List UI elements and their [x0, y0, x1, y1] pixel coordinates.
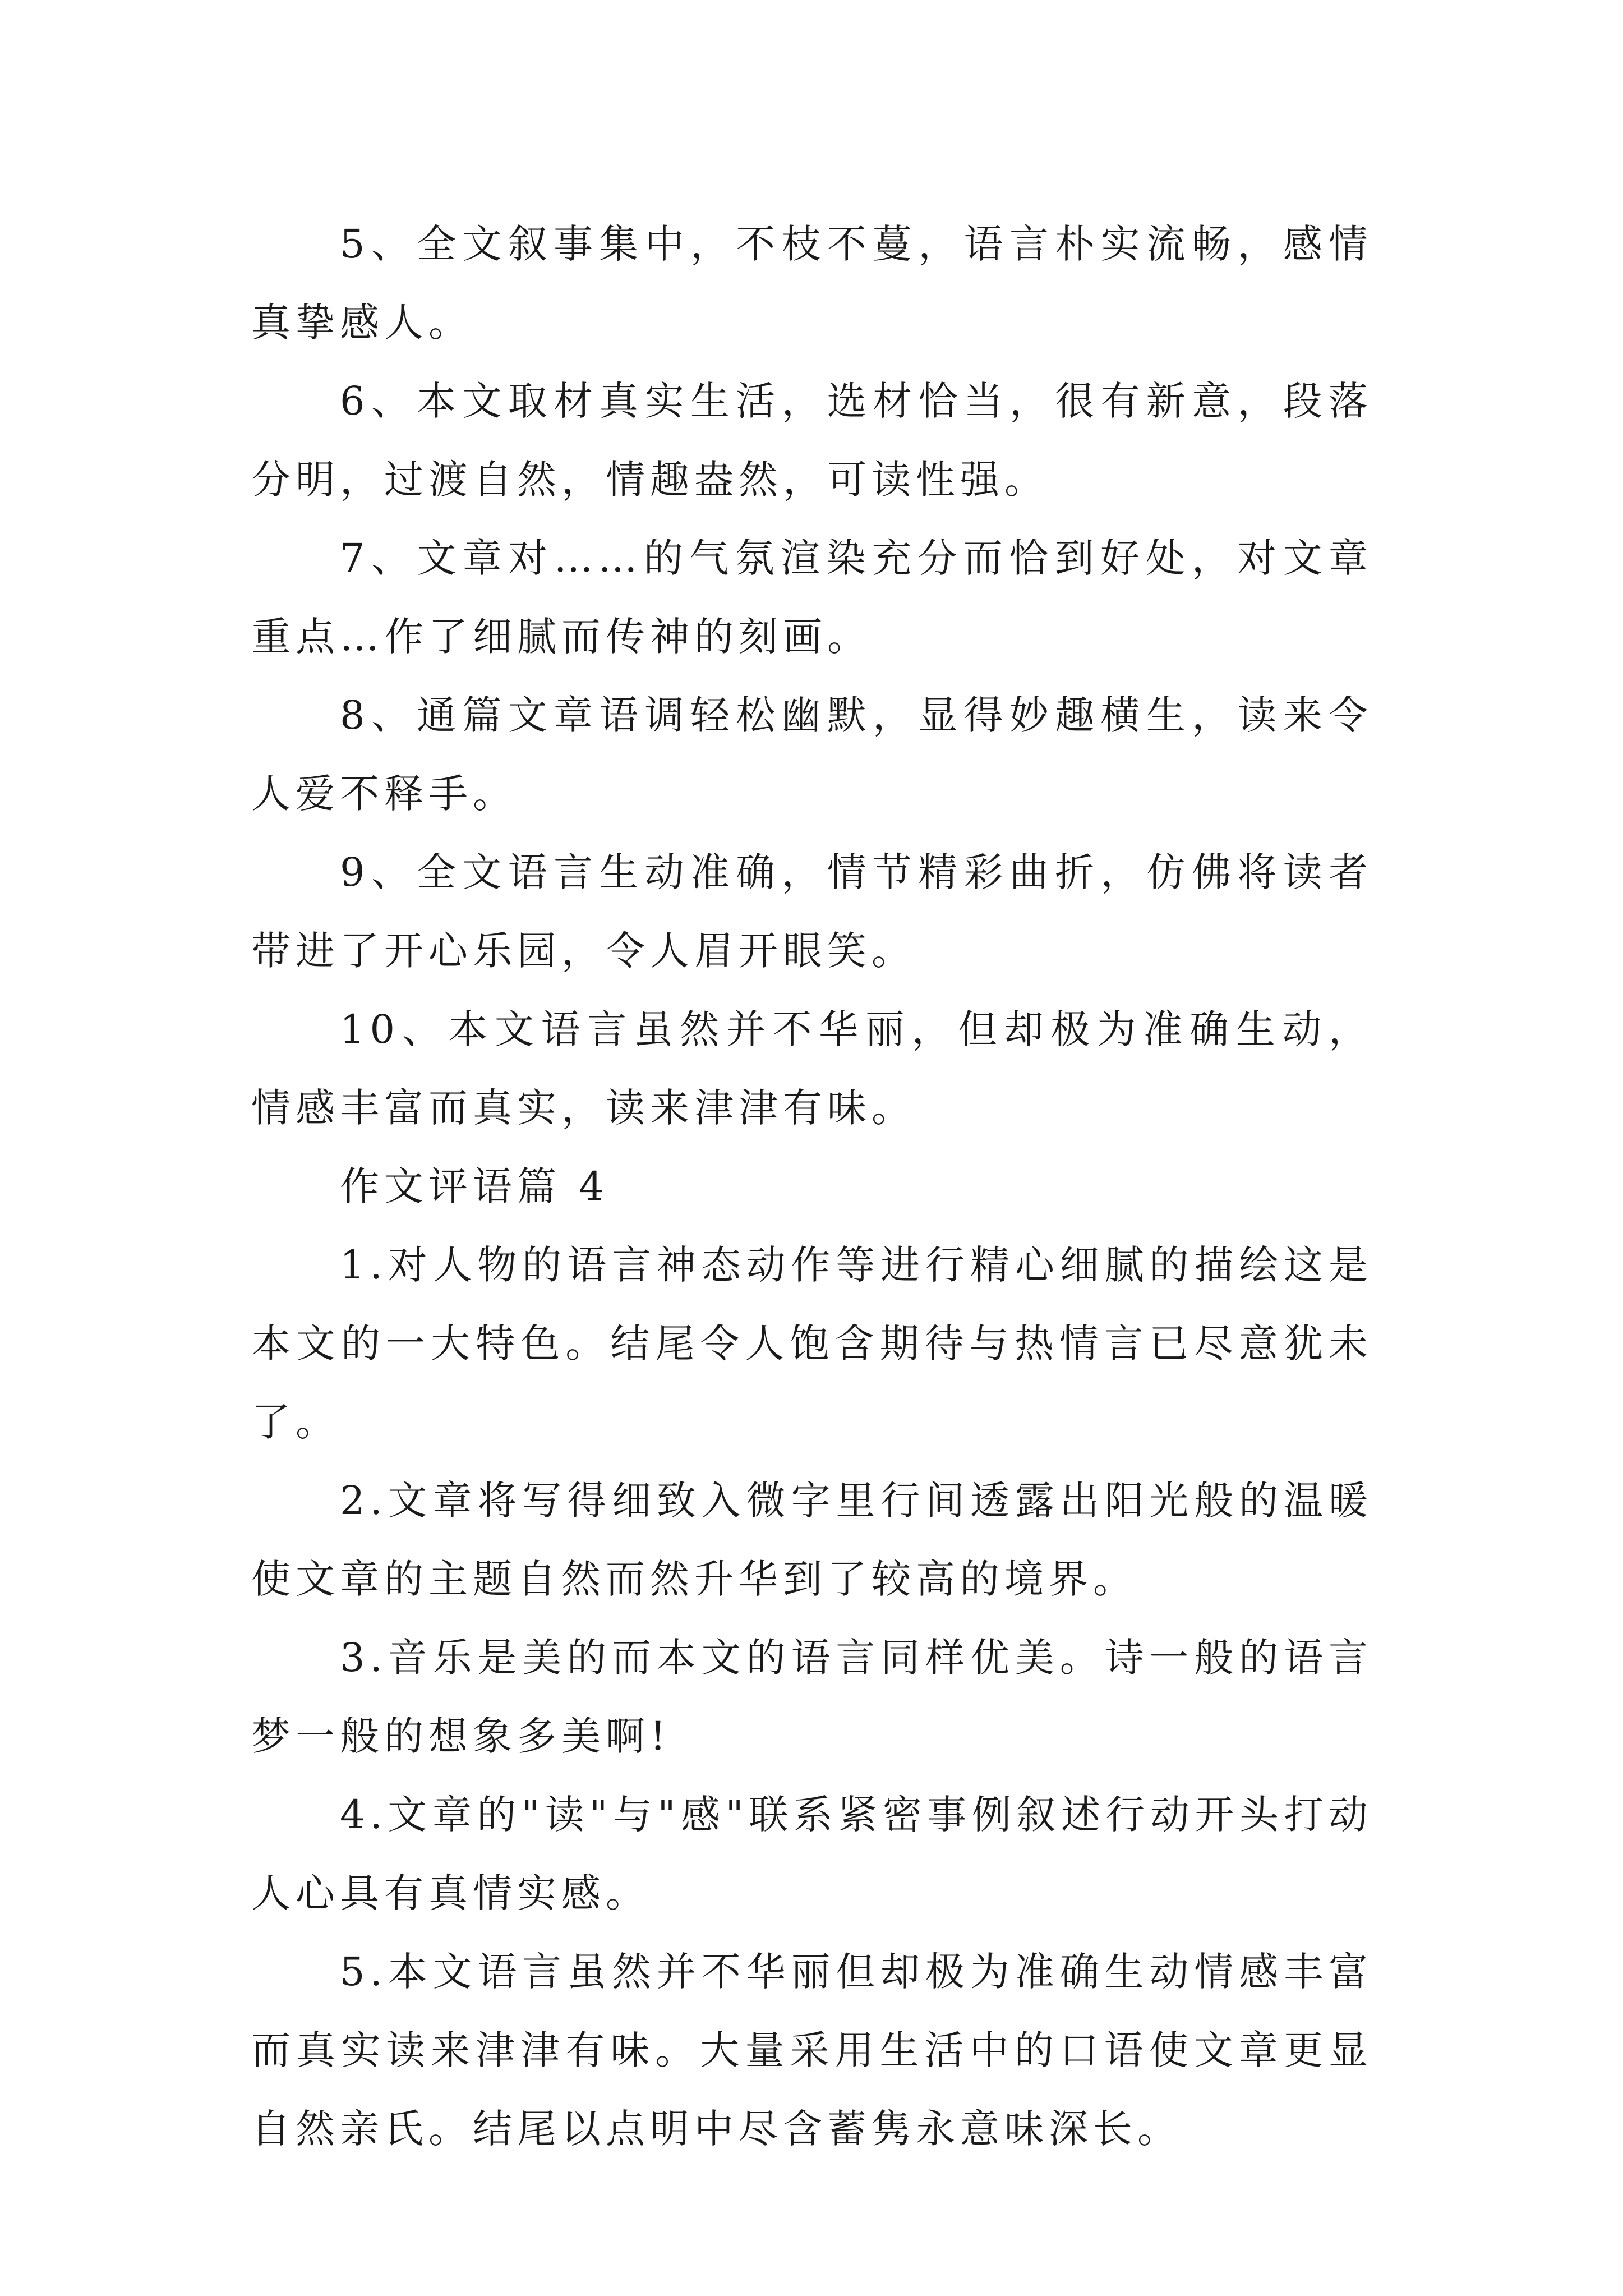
comment-paragraph-7: 7、文章对……的气氛渲染充分而恰到好处，对文章重点…作了细腻而传神的刻画。 — [251, 535, 1373, 660]
comment-paragraph-5: 5、全文叙事集中，不枝不蔓，语言朴实流畅，感情真挚感人。 — [251, 221, 1373, 346]
comment-paragraph-10: 10、本文语言虽然并不华丽，但却极为准确生动，情感丰富而真实，读来津津有味。 — [251, 1006, 1373, 1131]
comment-paragraph-8: 8、通篇文章语调轻松幽默，显得妙趣横生，读来令人爱不释手。 — [251, 692, 1373, 817]
section-paragraph-2: 2.文章将写得细致入微字里行间透露出阳光般的温暖使文章的主题自然而然升华到了较高的境界。 — [251, 1478, 1373, 1602]
section-paragraph-3: 3.音乐是美的而本文的语言同样优美。诗一般的语言梦一般的想象多美啊! — [251, 1635, 1373, 1759]
document-body — [251, 205, 1373, 2168]
section-paragraph-5: 5.本文语言虽然并不华丽但却极为准确生动情感丰富而真实读来津津有味。大量采用生活中的口语使文章更显自然亲氏。结尾以点明中尽含蓄隽永意味深长。 — [251, 1949, 1373, 2152]
section-paragraph-1: 1.对人物的语言神态动作等进行精心细腻的描绘这是本文的一大特色。结尾令人饱含期待与热情言已尽意犹未了。 — [251, 1242, 1373, 1445]
comment-paragraph-6: 6、本文取材真实生活，选材恰当，很有新意，段落分明，过渡自然，情趣盎然，可读性强。 — [251, 378, 1373, 503]
comment-paragraph-9: 9、全文语言生动准确，情节精彩曲折，仿佛将读者带进了开心乐园，令人眉开眼笑。 — [251, 849, 1373, 974]
section-heading: 作文评语篇 4 — [340, 1163, 609, 1209]
section-paragraph-4: 4.文章的"读"与"感"联系紧密事例叙述行动开头打动人心具有真情实感。 — [251, 1792, 1373, 1916]
